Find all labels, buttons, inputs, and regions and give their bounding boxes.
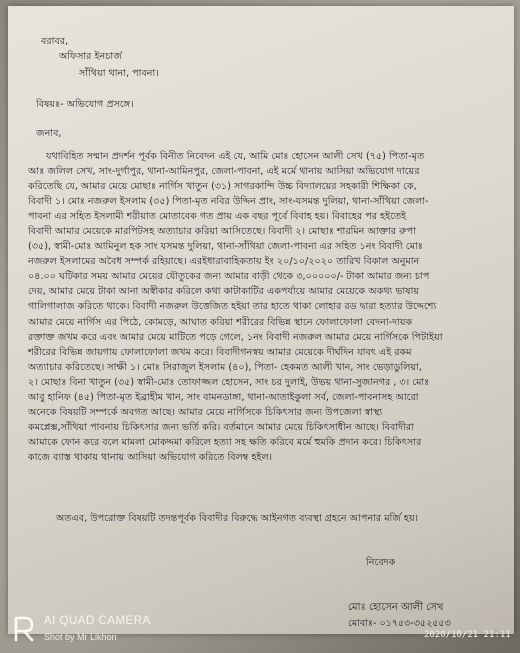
sender-name: মোঃ হোসেন আলী সেখ — [348, 602, 444, 613]
body-line: কাজে ব্যাস্ত থাকায় থানায় আসিয়া অভিযোগ করিতে বিলম্ব হইল। — [28, 451, 273, 463]
body-line: রক্তাক্ত জখম করে এবং আমার মেয়ে মাটিতে পড়ে গেলে, ১নং বিবাদী নজরুল আমার মেয়ে নার্গিসকে পিটাইয়া — [28, 331, 443, 343]
body-line: দেয়, আমার মেয়ে টাকা আনা অস্বীকার করিলে কথা কাটাকাটির একপর্যায়ে আমার মেয়েকে অকথ্য ভাষায় — [28, 286, 420, 298]
body-line: (৩৫), স্বামী-মোঃ আমিনুল হক সাং যসমন্ত দুলিয়া, থানা-সাঁথিয়া জেলা-পাবনা এর সহিত ১নং বিবাদী মোঃ — [28, 241, 423, 253]
body-line: ০৪.০০ ঘটিকার সময় আমার মেয়ের যৌতুকের জন্য আমার বাড়ী থেকে ৩,০০০০০/- টাকা আমার জন্য চাপ — [28, 271, 430, 283]
body-line: যথাবিহিত সম্মান প্রদর্শন পূর্বক বিনীত নিবেদন এই যে, আমি মোঃ হোসেন আলী সেখ (৭৫) পিতা-মৃত — [46, 151, 425, 162]
body-line: আঃ জলিল সেখ, সাং-দুর্গাপুর, থানা-আমিনপুর, জেলা-পাবনা, এই মর্মে থানায় আসিয়া অভিযোগ দায়ের — [28, 166, 420, 178]
body-line: আমার মেয়ে নার্গিস এর পিঠে, কোমড়ে, আঘাত করিয়া শরীরের বিভিন্ন স্থানে ফোলাফোলা বেদনা-দায়ক — [28, 316, 413, 328]
recipient-line-2: অফিসার ইনচার্জ — [59, 51, 122, 62]
photo-timestamp: 2020/10/21 21:11 — [424, 630, 511, 640]
photographer-credit: Shot by Mr Likhon — [44, 632, 117, 642]
recipient-line-3: সাঁথিয়া থানা, পাবনা। — [79, 68, 159, 79]
body-line: ২। মোছাঃ বিনা খাতুন (৩৫) স্বামী-মোঃ তোফাজ্জল হোসেন, সাং চর দুলাই, উভয় থানা-সুজানগর , ৩। মোঃ — [28, 376, 430, 388]
recipient-line-1: বরাবর, — [41, 36, 69, 47]
subject-line: বিষয়ঃ- অভিযোগ প্রসঙ্গে। — [36, 99, 134, 110]
letter-body — [28, 149, 508, 465]
camera-watermark — [8, 612, 198, 648]
body-line: করিতেছি যে, আমার মেয়ে মোছাঃ নার্গিস খাতুন (৩১) সাগরকান্দি উচ্চ বিদ্যালয়ের সহকারী শিক্ষিকা কে, — [28, 181, 417, 193]
body-line: বিবাদী আমার মেয়েকে মারপিটসহ অত্যাচার করিয়া আসিতেছে। বিবাদী ২। মোছাঃ শারমিন আক্তার রুপা — [28, 226, 416, 238]
camera-model-label: AI QUAD CAMERA — [44, 615, 151, 627]
body-line: শরীরের বিভিন্ন জায়গায় ফোলাফোলা জখম করে। বিবাদীগনস্বয় আমার মেয়েকে দীর্ঘদিন যাবৎ এই রকম — [28, 346, 412, 358]
signature-label: নিবেদক — [366, 557, 396, 568]
sender-phone: মোবাঃ- ০১৭৫৩-৩৫২৫৫৩ — [348, 618, 451, 629]
body-line: অনেকে বিষয়টি সম্পর্কে অবগত আছে। আমার মেয়ে নার্গিসকে চিকিৎসার জন্য উপজেলা স্বাস্থ্য — [28, 406, 383, 418]
body-line: গালিগালাজ করিতে থাকে। বিবাদী নজরুল উত্তেজিত হইয়া তার হাতে থাকা লোহার রড দ্বারা হত্যার উদ্দেশ্যে — [28, 301, 437, 313]
salutation: জনাব, — [36, 128, 62, 139]
letter-document — [8, 6, 514, 634]
body-line: পাবনা এর সহিত ইসলামী শরীয়াত মোতাবেক গত প্রায় এক বছর পূর্বে বিবাহ হয়। বিবাহের পর হইতেই — [28, 211, 407, 223]
body-line: আবু হানিফ (৪৫) পিতা-মৃত ইব্রাহীম খান, সাং বামনডাঙ্গা, থানা-আতাইকুলা সর্ব, জেলা-পাবনাসহ আরো — [28, 391, 419, 403]
camera-brand-logo-icon — [12, 615, 36, 643]
letter-paper — [8, 6, 514, 634]
body-line: নজরুল ইসলামের অবৈধ সম্পর্ক রহিয়াছে। এরইধারাবাহিকতায় ইং ২০/১০/২০২০ তারিখ বিকাল অনুমান — [28, 256, 420, 268]
closing-paragraph: অতএব, উপরোক্ত বিষয়টি তদন্তপূর্বক বিবাদীর বিরুদ্ধে আইনগত ব্যবস্থা গ্রহনে আপনার মর্জি হয়। — [56, 513, 419, 524]
body-line: অত্যাচার করিতেছে। সাক্ষী ১। মোঃ সিরাজুল ইসলাম (৪০), পিতা- হেকমত আলী খান, সাং ভেড়াডুলিয়া, — [28, 361, 422, 373]
body-line: কমপ্লেক্স,সাঁথিয়া পাবনায় চিকিৎসার জন্য ভর্তি করি। বর্তমানে আমার মেয়ে চিকিৎসাধীন আছে। বিবাদীরা — [28, 421, 414, 433]
body-line: আমাকে ফোন করে বলে মামলা মোকদ্দমা করিলে হত্যা সহ ক্ষতি করিবে মর্মে হুমকি প্রদান করে। চিকিৎসার — [28, 436, 422, 448]
body-line: বিবাদী ১। মোঃ নজরুল ইসলাম (৩৫) পিতা-মৃত নবির উদ্দিন প্রাং, সাং-যসমন্ত দুলিয়া, থানা-সাঁথিয়া জেলা- — [28, 196, 429, 208]
